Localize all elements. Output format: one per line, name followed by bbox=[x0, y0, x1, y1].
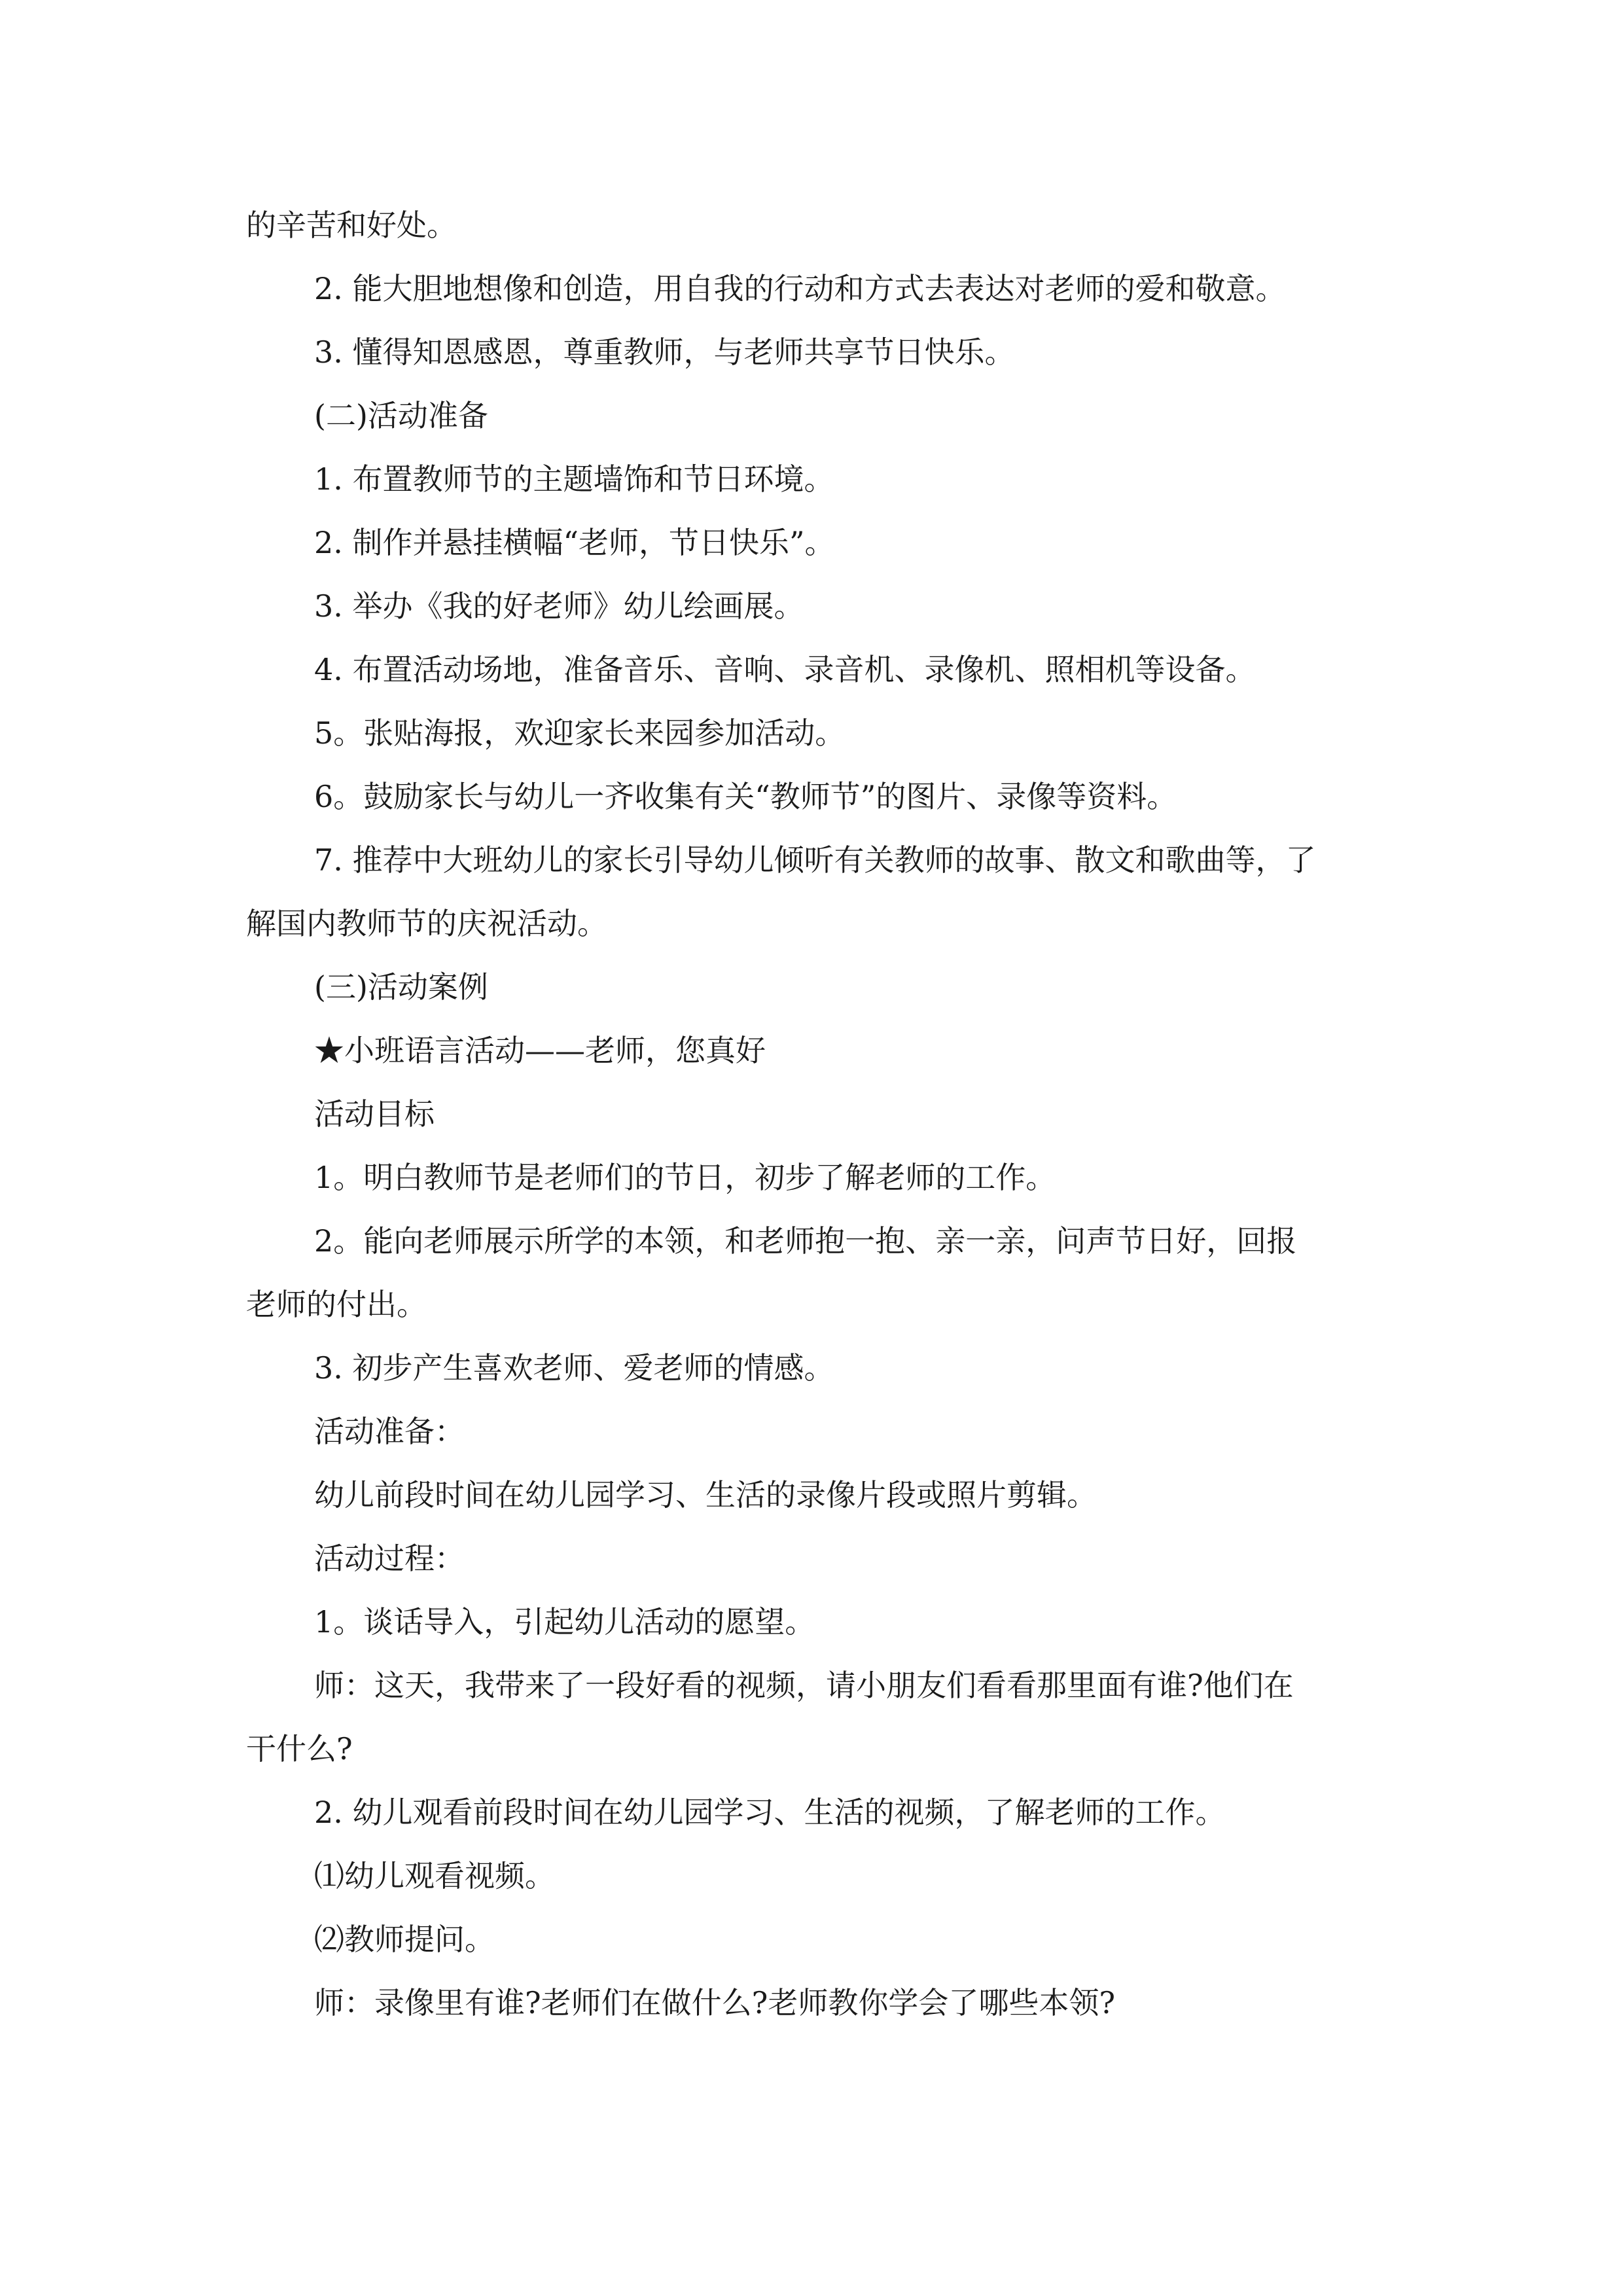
subheading: 活动过程： bbox=[314, 1541, 465, 1576]
subheading: 活动准备： bbox=[314, 1414, 465, 1449]
text-line: 2。能向老师展示所学的本领，和老师抱一抱、亲一亲，问声节日好，回报 bbox=[314, 1223, 1297, 1259]
text-line: 2. 能大胆地想像和创造，用自我的行动和方式去表达对老师的爱和敬意。 bbox=[314, 271, 1286, 306]
text-line: 老师的付出。 bbox=[246, 1287, 427, 1322]
text-line: 的辛苦和好处。 bbox=[246, 207, 457, 243]
text-line: 幼儿前段时间在幼儿园学习、生活的录像片段或照片剪辑。 bbox=[314, 1477, 1097, 1513]
text-line: 解国内教师节的庆祝活动。 bbox=[246, 906, 607, 941]
text-line: 3. 举办《我的好老师》幼儿绘画展。 bbox=[314, 588, 804, 624]
section-heading: (三)活动案例 bbox=[314, 969, 488, 1005]
text-line: 7. 推荐中大班幼儿的家长引导幼儿倾听有关教师的故事、散文和歌曲等，了 bbox=[314, 842, 1316, 878]
text-line: 6。鼓励家长与幼儿一齐收集有关“教师节”的图片、录像等资料。 bbox=[314, 779, 1177, 814]
document-body bbox=[246, 194, 1385, 2035]
text-line: 2. 制作并悬挂横幅“老师，节日快乐”。 bbox=[314, 525, 835, 560]
text-line: 3. 懂得知恩感恩，尊重教师，与老师共享节日快乐。 bbox=[314, 334, 1015, 370]
subheading: 活动目标 bbox=[314, 1096, 435, 1132]
text-line: ⑴幼儿观看视频。 bbox=[314, 1858, 555, 1893]
text-line: 师：这天，我带来了一段好看的视频，请小朋友们看看那里面有谁?他们在 bbox=[314, 1668, 1294, 1703]
text-line: 5。张贴海报，欢迎家长来园参加活动。 bbox=[314, 715, 846, 751]
text-line: 2. 幼儿观看前段时间在幼儿园学习、生活的视频，了解老师的工作。 bbox=[314, 1795, 1226, 1830]
activity-title: ★小班语言活动——老师，您真好 bbox=[314, 1033, 766, 1068]
text-line: 1. 布置教师节的主题墙饰和节日环境。 bbox=[314, 461, 834, 497]
text-line: ⑵教师提问。 bbox=[314, 1922, 495, 1957]
text-line: 3. 初步产生喜欢老师、爱老师的情感。 bbox=[314, 1350, 834, 1386]
text-line: 4. 布置活动场地，准备音乐、音响、录音机、录像机、照相机等设备。 bbox=[314, 652, 1256, 687]
text-line: 1。谈话导入，引起幼儿活动的愿望。 bbox=[314, 1604, 815, 1640]
text-line: 干什么? bbox=[246, 1731, 353, 1767]
section-heading: (二)活动准备 bbox=[314, 398, 488, 433]
text-line: 师：录像里有谁?老师们在做什么?老师教你学会了哪些本领? bbox=[314, 1985, 1115, 2020]
text-line: 1。明白教师节是老师们的节日，初步了解老师的工作。 bbox=[314, 1160, 1056, 1195]
